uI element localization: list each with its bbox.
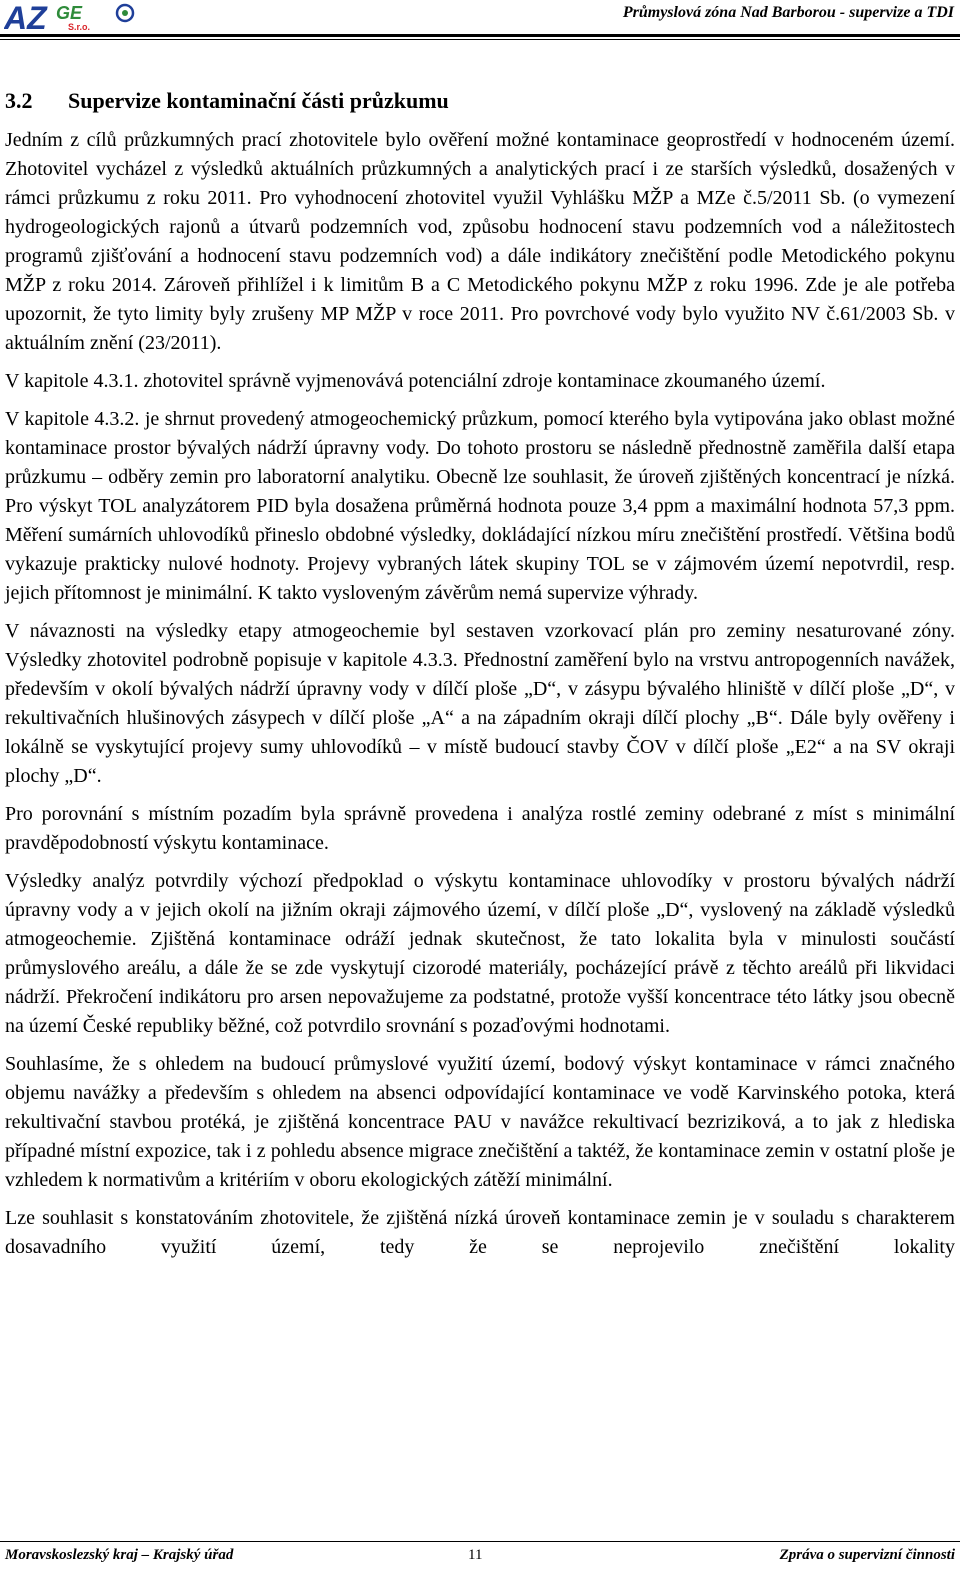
section-number: 3.2 xyxy=(5,88,33,113)
footer-report-title: Zpráva o supervizní činnosti xyxy=(779,1547,955,1563)
paragraph-8: Lze souhlasit s konstatováním zhotovitele, že zjištěná nízká úroveň kontaminace zemin je v souladu s charakterem dosavadního využití území, tedy že se neprojevilo znečištění lokality xyxy=(5,1207,955,1258)
azgeo-logo xyxy=(4,2,142,32)
paragraph-1: Jedním z cílů průzkumných prací zhotovitele bylo ověření možné kontaminace geoprostředí v hodnoceném území. Zhotovitel vycházel z výsledků aktuálních průzkumných a analytických prací i ze starších výsledků, dosažených v rámci průzkumu z roku 2011. Pro vyhodnocení zhotovitel využil Vyhlášku MŽP a MZe č.5/2011 Sb. (o vymezení hydrogeologických rajonů a útvarů podzemních vod, způsobu hodnocení stavu podzemních vod a náležitostech programů zjišťování a hodnocení stavu podzemních vod) a dále indikátory znečištění podle Metodického pokynu MŽP z roku 2014. Zároveň přihlížel i k limitům B a C Metodického pokynu MŽP z roku 1996. Zde je ale potřeba upozornit, že tyto limity byly zrušeny MP MŽP v roce 2011. Pro povrchové vody bylo využito NV č.61/2003 Sb. v aktuálním znění (23/2011). xyxy=(5,129,955,354)
paragraph-5: Pro porovnání s místním pozadím byla správně provedena i analýza rostlé zeminy odebrané z míst s minimální pravděpodobností výskytu kontaminace. xyxy=(5,803,955,854)
paragraph-4: V návaznosti na výsledky etapy atmogeochemie byl sestaven vzorkovací plán pro zeminy nesaturované zóny. Výsledky zhotovitel podrobně popisuje v kapitole 4.3.3. Přednostní zaměření bylo na vrstvu antropogenních navážek, především v okolí bývalých nádrží úpravny vody v dílčí ploše „D“, v zásypu bývalého hliniště v dílčí ploše „D“, v rekultivačních hlušinových zásypech v dílčí ploše „A“ a na západním okraji dílčí plochy „B“. Dále byly ověřeny i lokálně se vyskytující projevy sumy uhlovodíků – v místě budoucí stavby ČOV v dílčí ploše „E2“ a na SV okraji plochy „D“. xyxy=(5,620,955,787)
header-divider-thin xyxy=(0,39,960,40)
section-heading xyxy=(5,88,955,114)
svg-text:AZ: AZ xyxy=(4,2,47,32)
footer-authority: Moravskoslezský kraj – Krajský úřad xyxy=(5,1547,234,1563)
header-divider xyxy=(0,34,960,37)
svg-text:S.r.o.: S.r.o. xyxy=(68,22,91,32)
svg-text:GE: GE xyxy=(56,3,83,23)
footer-divider xyxy=(0,1541,960,1542)
page-header xyxy=(0,0,960,62)
page-number: 11 xyxy=(468,1547,483,1563)
paragraph-7: Souhlasíme, že s ohledem na budoucí průmyslové využití území, bodový výskyt kontaminace v rámci značného objemu navážky a především s ohledem na absenci odpovídající kontaminace ve vodě Karvinského potoka, která rekultivační stavbou protéká, je zjištěná koncentrace PAU v navážce rekultivací bezriziková, a to jak z hlediska případné místní expozice, tak i z pohledu absence migrace znečištění a taktéž, že kontaminace zemin v ostatní ploše je vzhledem k normativům a kritériím v oboru ekologických zátěží minimální. xyxy=(5,1053,955,1191)
section-title: Supervize kontaminační části průzkumu xyxy=(68,88,449,113)
page-footer xyxy=(0,1541,960,1569)
paragraph-3: V kapitole 4.3.2. je shrnut provedený atmogeochemický průzkum, pomocí kterého byla vytipována jako oblast možné kontaminace prostor bývalých nádrží úpravny vody. Do tohoto prostoru se následně přednostně zaměřila další etapa průzkumu – odběry zemin pro laboratorní analytiku. Obecně lze souhlasit, že úroveň zjištěných koncentrací je nízká. Pro výskyt TOL analyzátorem PID byla dosažena průměrná hodnota pouze 3,4 ppm a maximální hodnota 57,3 ppm. Měření sumárních uhlovodíků přineslo obdobné výsledky, dokládající nízkou míru znečištění prostředí. Většina bodů vykazuje prakticky nulové hodnoty. Projevy vybraných látek skupiny TOL se v zájmovém území nepotvrdil, resp. jejich přítomnost je minimální. K takto vysloveným závěrům nemá supervize výhrady. xyxy=(5,408,955,604)
paragraph-2: V kapitole 4.3.1. zhotovitel správně vyjmenovává potenciální zdroje kontaminace zkoumaného území. xyxy=(5,370,826,392)
document-title: Průmyslová zóna Nad Barborou - supervize a TDI xyxy=(622,4,954,21)
paragraph-6: Výsledky analýz potvrdily výchozí předpoklad o výskytu kontaminace uhlovodíky v prostoru bývalých nádrží úpravny vody a v jejich okolí na jižním okraji zájmového území, v dílčí ploše „D“, vyslovený na základě výsledků atmogeochemie. Zjištěná kontaminace odráží jednak skutečnost, že tato lokalita byla v minulosti součástí průmyslového areálu, a dále že se zde vyskytují cizorodé materiály, pocházející právě z těchto areálů při likvidaci nádrží. Překročení indikátoru pro arsen nepovažujeme za podstatné, protože vyšší koncentrace této látky jsou obecně na území České republiky běžné, což potvrdilo srovnání s pozaďovými hodnotami. xyxy=(5,870,955,1037)
page-content xyxy=(5,88,955,1271)
